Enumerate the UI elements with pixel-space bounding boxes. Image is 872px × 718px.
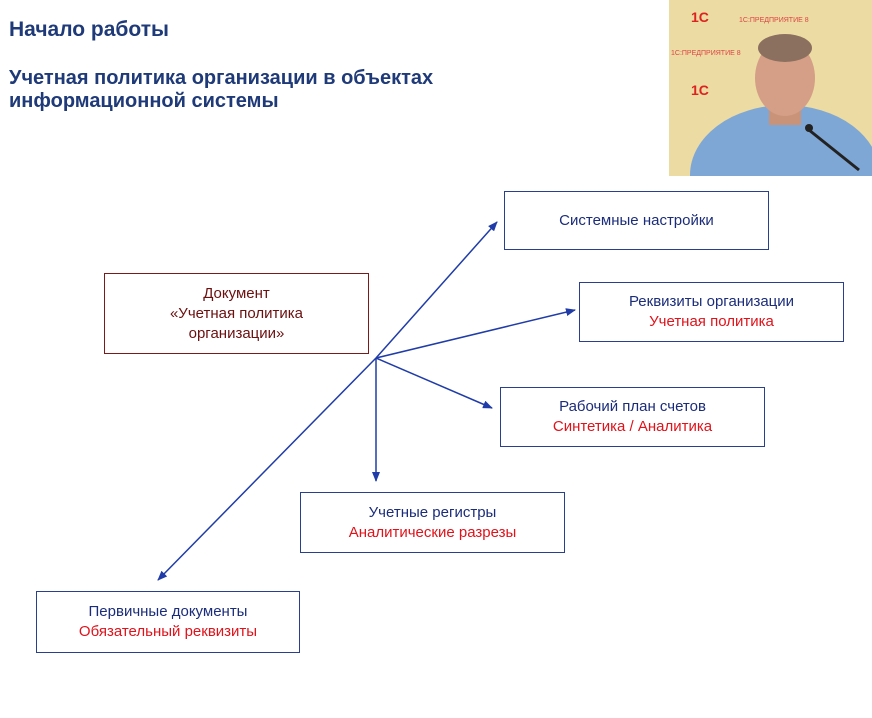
chart-of-accounts-label: Рабочий план счетов <box>559 398 706 415</box>
document-box <box>104 273 369 354</box>
chart-of-accounts-box <box>500 387 765 447</box>
document-box-line-3: организации» <box>188 324 285 342</box>
video-logo-1c: 1С <box>691 9 709 25</box>
org-details-box <box>579 282 844 342</box>
document-box-line-1: Документ <box>203 284 270 302</box>
chart-of-accounts-sublabel: Синтетика / Аналитика <box>552 418 713 435</box>
page-title: Начало работы <box>9 18 169 41</box>
arrow-to-chart-of-accounts <box>376 358 492 408</box>
video-logo-text-2: 1С:ПРЕДПРИЯТИЕ 8 <box>671 50 741 57</box>
subtitle-line-2: информационной системы <box>9 90 279 112</box>
org-details-label: Реквизиты организации <box>628 293 795 310</box>
registers-sublabel: Аналитические разрезы <box>348 523 517 541</box>
system-settings-box <box>504 191 769 250</box>
video-logo-text: 1С:ПРЕДПРИЯТИЕ 8 <box>739 17 809 24</box>
system-settings-label: Системные настройки <box>559 211 714 229</box>
registers-label: Учетные регистры <box>368 503 497 521</box>
arrow-to-org-details <box>376 310 575 358</box>
primary-docs-box <box>36 591 300 653</box>
video-logo-1c-2: 1С <box>691 82 709 98</box>
org-details-sublabel: Учетная политика <box>649 313 774 330</box>
registers-box <box>300 492 565 553</box>
subtitle-line-1: Учетная политика организации в объектах <box>9 67 434 89</box>
primary-docs-label: Первичные документы <box>88 603 248 620</box>
document-box-line-2: «Учетная политика <box>169 304 304 322</box>
primary-docs-sublabel: Обязательный реквизиты <box>78 623 258 640</box>
arrow-to-system-settings <box>376 222 497 358</box>
